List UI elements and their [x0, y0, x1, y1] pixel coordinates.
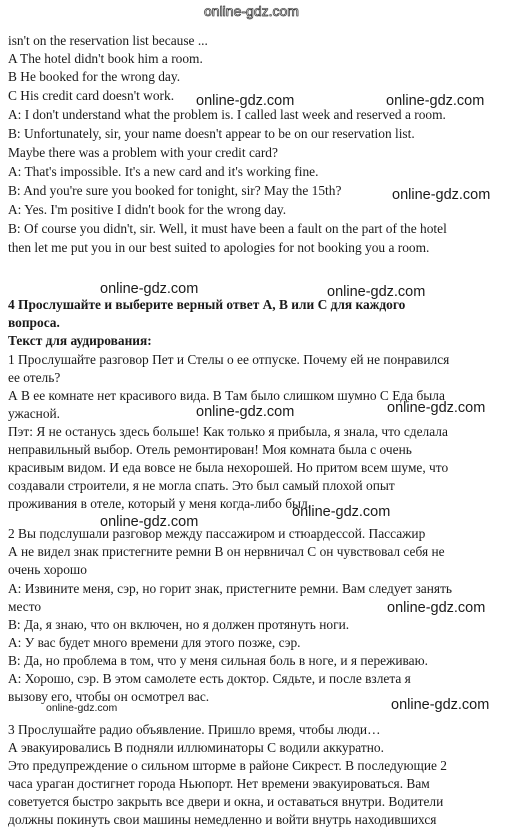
- dialogue-line: Maybe there was a problem with your credit card?: [8, 145, 278, 160]
- transcript-line: часа ураган достигнет города Ньюпорт. Нет времени эвакуироваться. Вам: [8, 776, 430, 791]
- watermark: online-gdz.com: [391, 697, 490, 713]
- transcript-line: А: Извините меня, сэр, но горит знак, пристегните ремни. Вам следует занять: [8, 581, 453, 596]
- transcript-line: неправильный выбор. Отель ремонтирован! Моя комната была с очень: [8, 442, 412, 457]
- text-line: isn't on the reservation list because ...: [8, 33, 208, 48]
- watermark: online-gdz.com: [196, 93, 295, 109]
- task-heading: 4 Прослушайте и выберите верный ответ А, В или С для каждого: [8, 297, 406, 312]
- question-2: 2 Вы подслушали разговор между пассажиром и стюардессой. Пассажир: [8, 526, 426, 541]
- transcript-line: Это предупреждение о сильном шторме в районе Сикрест. В последующие 2: [8, 758, 447, 773]
- question-1-options: А В ее комнате нет красивого вида. В Там было слишком шумно С Еда была: [8, 388, 445, 403]
- dialogue-line: A: Yes. I'm positive I didn't book for the wrong day.: [8, 202, 287, 217]
- transcript-line: советуется быстро закрыть все двери и окна, и оставаться внутри. Водители: [8, 794, 444, 809]
- dialogue-line: A: That's impossible. It's a new card and it's working fine.: [8, 164, 319, 179]
- task-heading-cont: вопроса.: [8, 315, 60, 330]
- dialogue-line: B: Of course you didn't, sir. Well, it must have been a fault on the part of the hotel: [8, 221, 447, 236]
- watermark: online-gdz.com: [392, 187, 491, 203]
- option-b: B He booked for the wrong day.: [8, 69, 181, 84]
- watermark: online-gdz.com: [100, 281, 199, 297]
- watermark: online-gdz.com: [46, 702, 118, 714]
- question-3: 3 Прослушайте радио объявление. Пришло время, чтобы люди…: [8, 722, 381, 737]
- option-c: C His credit card doesn't work.: [8, 88, 175, 103]
- question-1: 1 Прослушайте разговор Пет и Стелы о ее отпуске. Почему ей не понравился: [8, 352, 450, 367]
- watermark: online-gdz.com: [196, 404, 295, 420]
- watermark: online-gdz.com: [386, 93, 485, 109]
- question-1-cont: ее отель?: [8, 370, 61, 385]
- question-3-options: А эвакуировались В подняли иллюминаторы С водили аккуратно.: [8, 740, 384, 755]
- watermark: online-gdz.com: [292, 504, 391, 520]
- option-a: A The hotel didn't book him a room.: [8, 51, 203, 66]
- transcript-line: красивым видом. И еда вовсе не была нехорошей. Но притом всем шуме, что: [8, 460, 449, 475]
- watermark: online-gdz.com: [387, 400, 486, 416]
- dialogue-line: B: And you're sure you booked for tonight, sir? May the 15th?: [8, 183, 342, 198]
- transcript-line: В: Да, но проблема в том, что у меня сильная боль в ноге, и я переживаю.: [8, 653, 428, 668]
- watermark: online-gdz.com: [387, 600, 486, 616]
- audio-text-heading: Текст для аудирования:: [8, 333, 152, 348]
- dialogue-line: B: Unfortunately, sir, your name doesn't appear to be on our reservation list.: [8, 126, 415, 141]
- transcript-line: вызову его, чтобы он осмотрел вас.: [8, 689, 210, 704]
- transcript-line: место: [8, 599, 42, 614]
- watermark: online-gdz.com: [100, 514, 199, 530]
- watermark: online-gdz.com: [327, 284, 426, 300]
- question-2-options: А не видел знак пристегните ремни В он нервничал С он чувствовал себя не: [8, 544, 445, 559]
- dialogue-line: A: I don't understand what the problem is. I called last week and reserved a room.: [8, 107, 446, 122]
- transcript-line: А: Хорошо, сэр. В этом самолете есть доктор. Сядьте, и после взлета я: [8, 671, 411, 686]
- watermark-top: online-gdz.com: [204, 3, 299, 19]
- dialogue-line: then let me put you in our best suited to apologies for not booking you a room.: [8, 240, 430, 255]
- question-1-options-cont: ужасной.: [8, 406, 61, 421]
- transcript-line: А: У вас будет много времени для этого позже, сэр.: [8, 635, 301, 650]
- question-2-options-cont: очень хорошо: [8, 562, 87, 577]
- transcript-line: проживания в отеле, который у меня когда-либо был.: [8, 496, 312, 511]
- transcript-line: создавали строители, я не могла спать. Это был самый плохой опыт: [8, 478, 395, 493]
- transcript-line: Пэт: Я не останусь здесь больше! Как только я прибыла, я знала, что сделала: [8, 424, 448, 439]
- transcript-line: В: Да, я знаю, что он включен, но я должен протянуть ноги.: [8, 617, 350, 632]
- transcript-line: должны покинуть свои машины немедленно и войти внутрь находившихся: [8, 812, 437, 827]
